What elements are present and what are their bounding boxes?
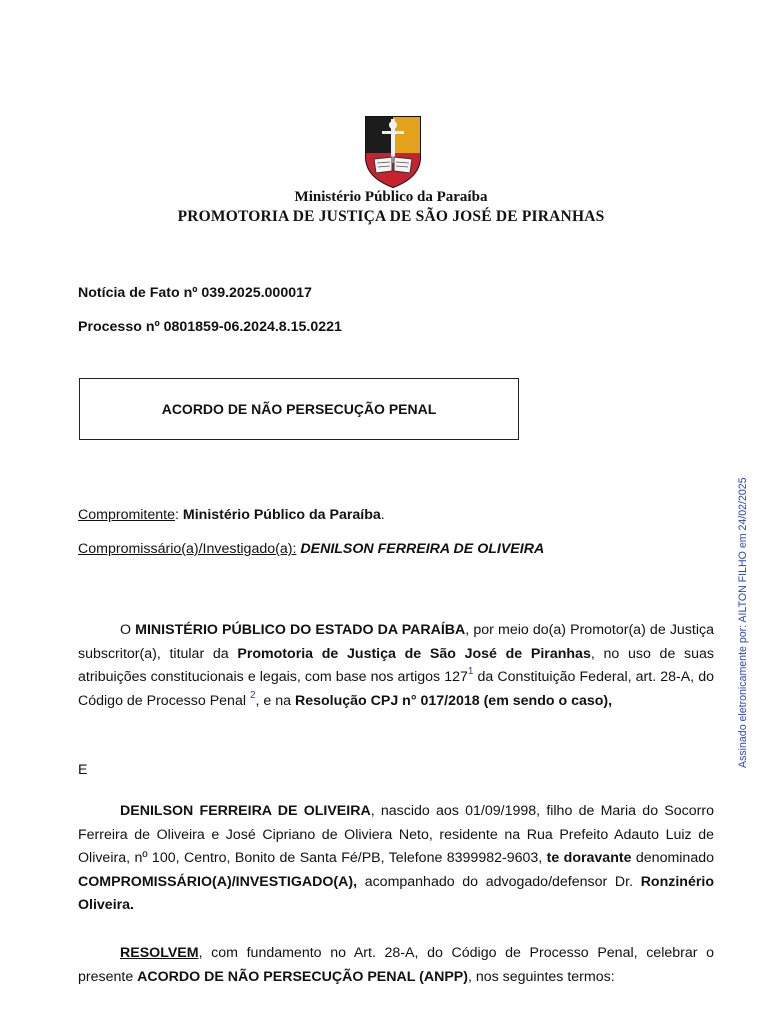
- committer-value: Ministério Público da Paraíba: [182, 507, 381, 523]
- p2-text-3: acompanhado do advogado/defensor Dr.: [357, 873, 641, 890]
- p2-bold-3: COMPROMISSÁRIO(A)/INVESTIGADO(A),: [78, 873, 358, 890]
- ministry-heading: Ministério Público da Paraíba: [294, 189, 488, 205]
- paragraph-investigated: [78, 800, 714, 918]
- p3-resolve: RESOLVEM: [120, 945, 199, 961]
- committer-sep: :: [175, 507, 183, 523]
- p1-bold-3: Resolução CPJ n° 017/2018 (em sendo o caso),: [294, 692, 613, 709]
- notice-number: Notícia de Fato nº 039.2025.000017: [78, 285, 312, 301]
- p2-bold-1: DENILSON FERREIRA DE OLIVEIRA: [120, 803, 371, 819]
- office-heading: PROMOTORIA DE JUSTIÇA DE SÃO JOSÉ DE PIRANHAS: [177, 208, 605, 225]
- paragraph-preamble: [78, 619, 714, 713]
- agreement-title: ACORDO DE NÃO PERSECUÇÃO PENAL: [161, 401, 437, 417]
- process-number: Processo nº 0801859-06.2024.8.15.0221: [78, 319, 342, 335]
- paragraph-resolve: [78, 942, 714, 989]
- p2-text-1: , nascido aos 01/09/1998, filho de Maria do Socorro Ferreira de Oliveira e José Cipriano de Oliviera Neto, residente na Rua Prefeito Adauto Luiz de Oliveira, nº 100, Centro, Bonito de Santa Fé/PB, Telefone 8399982-9603,: [78, 803, 714, 866]
- committer-label: Compromitente: [78, 507, 175, 523]
- footnote-ref-1[interactable]: 1: [467, 666, 474, 678]
- p2-bold-4: Ronzinério Oliveira.: [78, 873, 714, 913]
- electronic-signature-stamp: Assinado eletronicamente por: AILTON FILHO em 24/02/2025: [737, 477, 749, 768]
- p3-bold-1: ACORDO DE NÃO PERSECUÇÃO PENAL (ANPP): [137, 968, 468, 985]
- committer-line: [78, 507, 385, 523]
- p1-bold-1: MINISTÉRIO PÚBLICO DO ESTADO DA PARAÍBA: [135, 622, 466, 638]
- agreement-title-box: [79, 378, 519, 440]
- conjunction: E: [78, 762, 88, 778]
- p1-text-5: , e na: [255, 692, 295, 709]
- p3-text-2: , nos seguintes termos:: [467, 968, 615, 985]
- footnote-ref-2[interactable]: 2: [249, 689, 256, 701]
- p2-text-2: denominado: [631, 850, 714, 866]
- p1-text-3: , no uso de suas atribuições constitucionais e legais, com base nos artigos 127: [78, 645, 715, 685]
- p1-text-1: O: [120, 622, 136, 638]
- investigated-value: DENILSON FERREIRA DE OLIVEIRA: [300, 541, 545, 557]
- p2-bold-2: te doravante: [546, 850, 632, 866]
- committer-end: .: [380, 507, 385, 523]
- p1-text-4: da Constituição Federal, art. 28-A, do Código de Processo Penal: [78, 669, 714, 709]
- p1-bold-2: Promotoria de Justiça de São José de Piranhas: [237, 645, 591, 662]
- investigated-label: Compromissário(a)/Investigado(a):: [78, 541, 297, 557]
- crest-icon: [362, 113, 424, 189]
- p3-text-1: , com fundamento no Art. 28-A, do Código de Processo Penal, celebrar o presente: [78, 945, 714, 985]
- p1-text-2: , por meio do(a) Promotor(a) de Justiça subscritor(a), titular da: [78, 622, 714, 662]
- investigated-line: [78, 541, 544, 557]
